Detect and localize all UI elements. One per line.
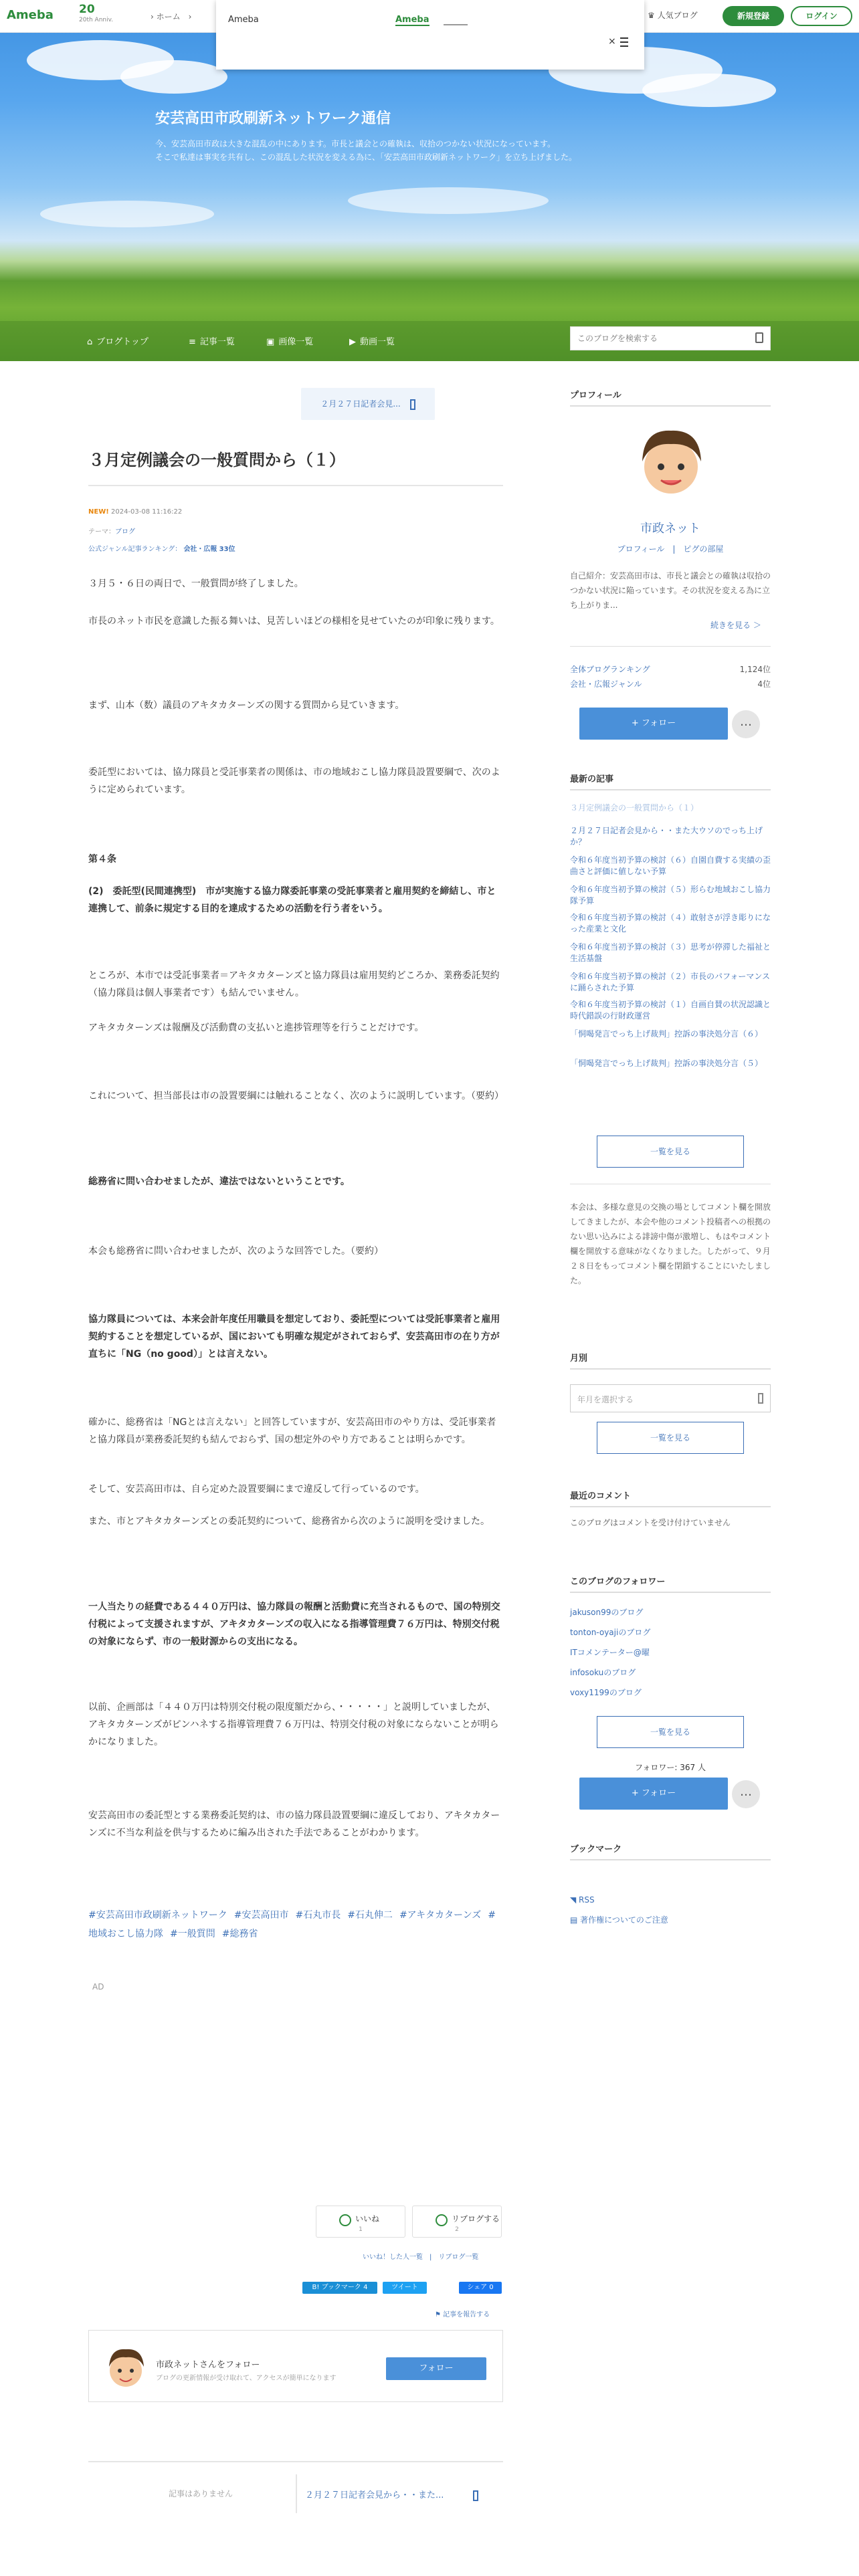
see-more-link[interactable]: 続きを見る ＞ [710, 621, 761, 630]
recent-entry-link[interactable]: 令和６年度当初予算の検討（５）形らむ地域おこし協力隊予算 [570, 885, 771, 905]
hashtag-link[interactable]: #一般質問 [170, 1929, 215, 1939]
divider [570, 1368, 771, 1370]
no-comments-text: このブログはコメントを受け付けていません [570, 1518, 731, 1527]
close-icon[interactable]: × [608, 36, 616, 47]
rss-link[interactable]: ◥ RSS [570, 1895, 595, 1905]
blog-title[interactable]: 安芸高田市政刷新ネットワーク通信 [155, 110, 391, 127]
entry-paragraph: 市長のネット市民を意識した振る舞いは、見苦しいほどの様相を見せていたのが印象に残ります。 [88, 616, 500, 627]
recent-entry-link[interactable]: 令和６年度当初予算の検討（４）敢射さが浮き彫りになった産業と文化 [570, 913, 771, 934]
next-entry-link[interactable]: ２月２７日記者会見から・・また... [305, 2488, 478, 2501]
like-button[interactable]: いいね 1 [316, 2206, 405, 2238]
tweet-button[interactable]: ツイート [383, 2282, 427, 2294]
profile-links[interactable]: プロフィール | ピグの部屋 [617, 544, 724, 554]
entry-paragraph: アキタカターンズは報酬及び活動費の支払いと進捗管理等を行うことだけです。 [88, 1023, 424, 1033]
follow-card [88, 2330, 503, 2402]
entry-paragraph: そして、安芸高田市は、自ら定めた設置要綱にまで違反して行っているのです。 [88, 1484, 425, 1495]
avatar [104, 2344, 148, 2391]
hashtag-link[interactable]: #総務省 [221, 1929, 258, 1939]
monthly-heading: 月別 [570, 1354, 588, 1364]
profile-name[interactable]: 市政ネット [640, 522, 700, 536]
header-dropdown-panel [216, 0, 644, 70]
hatena-bookmark-button[interactable]: B! ブックマーク 4 [302, 2282, 377, 2294]
like-list-links[interactable]: いいね！した人一覧 | リブログ一覧 [363, 2254, 479, 2261]
divider [570, 1859, 771, 1860]
popular-blogs-link[interactable]: ♛ 人気ブログ [648, 11, 698, 20]
entry-paragraph: まず、山本（数）議員のアキタカターンズの関する質問から見ていきます。 [88, 700, 405, 711]
ameba-logo[interactable]: Ameba [7, 8, 54, 22]
report-entry-link[interactable]: ⚑ 記事を報告する [435, 2311, 490, 2319]
recent-entry-link[interactable]: 令和６年度当初予算の検討（２）市長のパフォーマンスに踊らされた予算 [570, 972, 771, 992]
entry-paragraph: 第４条 [88, 854, 116, 865]
recent-list-button[interactable]: 一覧を見る [597, 1136, 744, 1168]
recent-entry-link[interactable]: 「恫喝発言でっち上げ裁判」控訴の事決処分言（６） [570, 1029, 763, 1039]
comment-policy-text: 本会は、多様な意見の交換の場としてコメント欄を開放してきましたが、本会や他のコメント投稿者への根拠のない思い込みによる誹謗中傷が激増し、もはやコメント欄を開放する意味がなくなりました。したがって、９月２８日をもってコメント欄を閉鎖することにいたしました。 [570, 1202, 771, 1285]
bookmark-heading: ブックマーク [570, 1844, 622, 1854]
entry-meta [88, 508, 182, 516]
nav-blog-top[interactable]: ⌂ ブログトップ [87, 337, 149, 347]
entry-title[interactable]: ３月定例議会の一般質問から（１） [88, 451, 345, 469]
new-badge: NEW! [88, 508, 109, 516]
flag-icon: ⚑ [435, 2311, 444, 2319]
follower-blog-link[interactable]: voxy1199のブログ [570, 1688, 642, 1697]
profile-intro: 自己紹介：安芸高田市は、市長と議会との確執は収拾のつかない状況に陥っています。その状況を変える為に立ち上がりま... [570, 571, 771, 610]
entry-paragraph: 協力隊員については、本来会計年度任用職員を想定しており、委託型については受託事業者と雇用契約することを想定しているが、国においても明確な規定がされておらず、安芸高田市の在り方が直ちに「NG（no good）」とは言えない。 [88, 1314, 500, 1360]
recent-entry-link[interactable]: ２月２７日記者会見から・・また大ウソのでっち上げか？ [570, 826, 763, 847]
follower-blog-link[interactable]: ITコメンテーター@曜 [570, 1648, 650, 1657]
image-icon: ▣ [266, 337, 275, 347]
monthly-list-button[interactable]: 一覧を見る [597, 1422, 744, 1454]
recent-entry-link[interactable]: 令和６年度当初予算の検討（３）思考が停滞した福祉と生活基盤 [570, 942, 771, 963]
follower-blog-link[interactable]: tonton-oyajiのブログ [570, 1628, 651, 1637]
search-icon[interactable] [755, 332, 763, 343]
recent-entry-link[interactable]: 令和６年度当初予算の検討（１）自画自賛の状況認識と時代錯誤の行財政運営 [570, 1000, 771, 1021]
follow-card-title: 市政ネットさんをフォロー [156, 2360, 260, 2370]
sidebar-follow-button[interactable]: + フォロー [579, 708, 728, 740]
followers-heading: このブログのフォロワー [570, 1577, 666, 1587]
follower-blog-link[interactable]: jakuson99のブログ [570, 1608, 644, 1617]
profile-heading: プロフィール [570, 391, 622, 401]
rss-icon: ◥ [570, 1895, 579, 1905]
login-button[interactable]: ログイン [791, 6, 852, 26]
facebook-share-button[interactable]: シェア 0 [459, 2282, 502, 2294]
entry-paragraph: 確かに、総務省は「NGとは言えない」と回答していますが、安芸高田市のやり方は、受託事業者と協力隊員が業務委託契約も結んでおらず、国の想定外のやり方であることは明らかです。 [88, 1417, 496, 1445]
prev-entry-none: 記事はありません [169, 2489, 233, 2498]
divider [444, 24, 468, 25]
entry-paragraph: 委託型においては、協力隊員と受託事業者の関係は、市の地域おこし協力隊員設置要綱で、次のように定められています。 [88, 767, 500, 795]
register-button[interactable]: 新規登録 [723, 6, 784, 26]
entry-paragraph: 総務省に問い合わせましたが、違法ではないということです。 [88, 1176, 350, 1187]
ad-label: AD [92, 1982, 104, 1992]
header-home-link[interactable]: › ホーム › [151, 12, 192, 21]
chevron-down-icon [758, 1393, 763, 1404]
like-count: 1 [359, 2226, 363, 2233]
divider [570, 789, 771, 790]
followers-list-button[interactable]: 一覧を見る [597, 1716, 744, 1748]
video-icon: ▶ [349, 337, 356, 347]
divider [88, 2461, 503, 2462]
more-options-button[interactable]: … [732, 710, 760, 738]
follower-count: フォロワー: 367 人 [635, 1763, 706, 1772]
follower-blog-link[interactable]: infosokuのブログ [570, 1668, 636, 1677]
blog-search [570, 326, 771, 350]
bracket-icon [473, 2490, 478, 2501]
anniversary-logo[interactable]: 20 20th Anniv. [79, 3, 114, 23]
follow-card-sub: ブログの更新情報が受け取れて、アクセスが簡単になります [156, 2375, 337, 2382]
entry-paragraph: また、市とアキタカターンズとの委託契約について、総務省から次のように説明を受けました。 [88, 1516, 490, 1527]
reblog-icon [436, 2214, 448, 2226]
entry-paragraph: (2) 委託型(民間連携型) 市が実施する協力隊委託事業の受託事業者と雇用契約を締結し、市と連携して、前条に規定する目的を達成するための活動を行う者をいう。 [88, 886, 496, 914]
overall-ranking[interactable]: 全体ブログランキング 1,124位 [570, 665, 771, 674]
more-options-button-2[interactable]: … [732, 1780, 760, 1808]
hashtag-link[interactable]: #安芸高田市 [233, 1910, 289, 1921]
entry-date: 2024-03-08 11:16:22 [110, 508, 183, 516]
blog-description: 今、安芸高田市政は大きな混乱の中にあります。市長と議会との確執は、収拾のつかない状況になっています。 そこで私達は事実を共有し、この混乱した状況を変える為に、「安芸高田市政刷新ネットワーク」を立ち上げました。 [155, 139, 577, 162]
reblog-count: 2 [455, 2226, 459, 2233]
smile-icon [339, 2214, 351, 2226]
list-icon: ≡ [189, 337, 196, 347]
divider [570, 405, 771, 407]
divider [570, 1506, 771, 1507]
nav-image-list[interactable]: ▣ 画像一覧 [266, 337, 314, 347]
recent-entry-link[interactable]: ３月定例議会の一般質問から（１） [570, 803, 699, 813]
menu-icon[interactable] [620, 37, 628, 47]
entry-genre-ranking[interactable]: 公式ジャンル記事ランキング： 会社・広報 33位 [88, 546, 235, 553]
home-icon: ⌂ [87, 337, 93, 347]
reblog-button[interactable]: リブログする 2 [412, 2206, 502, 2238]
hashtag-link[interactable]: #地域おこし協力隊 [88, 1910, 496, 1939]
entry-paragraph: ところが、本市では受託事業者＝アキタカターンズと協力隊員は雇用契約どころか、業務委託契約（協力隊員は個人事業者です）も結んでいません。 [88, 970, 500, 998]
crown-icon: ♛ [648, 11, 658, 20]
hashtag-link[interactable]: #安芸高田市政刷新ネットワーク [88, 1910, 227, 1921]
entry-paragraph: 以前、企画部は「４４０万円は特別交付税の限度額だから、・・・・・」と説明していましたが、アキタカターンズがピンハネする指導管理費７６万円は、特別交付税の対象にならないことが明らかになりました。 [88, 1702, 499, 1747]
bracket-icon [410, 399, 415, 410]
copyright-link[interactable]: ▤ 著作権についてのご注意 [570, 1915, 668, 1925]
dropdown-title: Ameba [228, 15, 259, 25]
recent-entry-link[interactable]: 「恫喝発言でっち上げ裁判」控訴の事決処分言（５） [570, 1059, 763, 1068]
follow-button[interactable]: フォロー [386, 2357, 486, 2380]
document-icon: ▤ [570, 1915, 581, 1925]
nav-video-list[interactable]: ▶ 動画一覧 [349, 337, 395, 347]
divider [570, 1592, 771, 1593]
dropdown-ameba-link[interactable]: Ameba [395, 15, 430, 25]
divider [570, 646, 771, 647]
hashtag-link[interactable]: #石丸市長 [295, 1910, 341, 1921]
profile-avatar[interactable] [636, 423, 706, 503]
sidebar-follow-button-2[interactable]: + フォロー [579, 1778, 728, 1810]
divider [88, 485, 503, 486]
search-input[interactable] [571, 327, 746, 350]
entry-paragraph: これについて、担当部長は市の設置要綱には触れることなく、次のように説明しています。（要約） [88, 1091, 504, 1101]
nav-entry-list[interactable]: ≡ 記事一覧 [189, 337, 235, 347]
divider [296, 2474, 297, 2513]
recent-entry-link[interactable]: 令和６年度当初予算の検討（６）自園自費する実績の歪曲さと評価に値しない予算 [570, 855, 771, 876]
hashtag-link[interactable]: #アキタカターンズ [399, 1910, 482, 1921]
entry-paragraph: 本会も総務省に問い合わせましたが、次のような回答でした。（要約） [88, 1246, 383, 1257]
entry-paragraph: ３月５・６日の両日で、一般質問が終了しました。 [88, 578, 304, 589]
recent-comments-heading: 最近のコメント [570, 1491, 632, 1501]
prev-entry-pill[interactable]: ２月２７日記者会見... [301, 388, 435, 420]
hashtag-link[interactable]: #石丸伸二 [347, 1910, 393, 1921]
genre-ranking[interactable]: 会社・広報ジャンル 4位 [570, 679, 771, 689]
theme-link[interactable]: ブログ [115, 528, 135, 536]
entry-paragraph: 安芸高田市の委託型とする業務委託契約は、市の協力隊員設置要綱に違反しており、アキタカターンズに不当な利益を供与するために編み出された手法であることがわかります。 [88, 1810, 500, 1838]
recent-entries-heading: 最新の記事 [570, 774, 614, 784]
hashtags [88, 1906, 503, 1943]
month-select[interactable]: 年月を選択する [570, 1384, 771, 1412]
entry-theme: テーマ：ブログ [88, 528, 135, 536]
entry-paragraph: 一人当たりの経費である４４０万円は、協力隊員の報酬と活動費に充当されるもので、国の特別交付税によって支援されますが、アキタカターンズの収入になる指導管理費７６万円は、特別交付税の対象にならず、市の一般財源からの支出になる。 [88, 1602, 500, 1647]
